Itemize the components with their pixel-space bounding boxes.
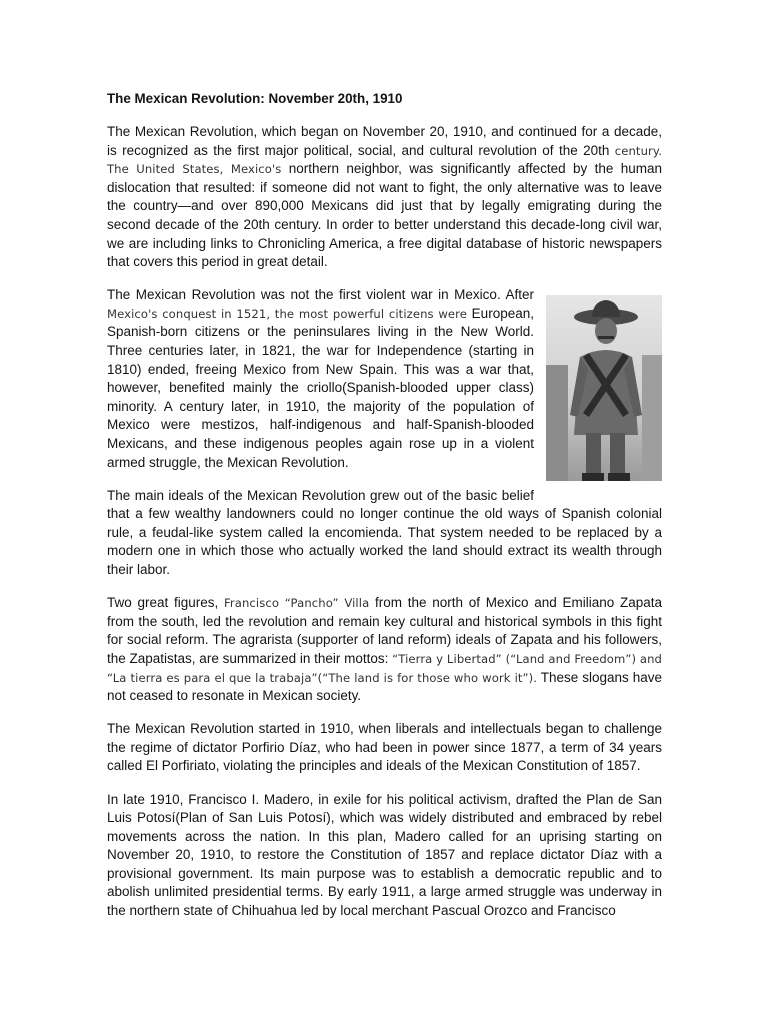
text-run: These slogans have not ceased to resonate in Mexican society.: [107, 669, 662, 704]
text-run: Mexico's conquest in 1521, the most powerful citizens were: [107, 306, 468, 321]
page-title: The Mexican Revolution: November 20th, 1910: [107, 91, 403, 106]
text-run: “Tierra y Libertad” (“Land and Freedom”) and “La tierra es para el que la trabaja”(“The land is for those who work it”).: [107, 651, 663, 685]
text-run: The Mexican Revolution was not the first violent war in Mexico. After: [107, 287, 534, 303]
text-run: northern neighbor, was significantly affected by the human dislocation that resulted: if someone did not want to fight, the only alternative was to leave the country—and over 890,000 Mexicans did just that by legally emigrating during the second decade of the 20th century. In order to better understand this decade-long civil war, we are including links to Chronicling America, a free digital database of historic newspapers that covers this period in great detail.: [107, 161, 662, 270]
paragraph-intro: [107, 123, 662, 272]
text-run: century. The United States, Mexico's: [107, 143, 662, 177]
text-run: The Mexican Revolution, which began on November 20, 1910, and continued for a decade, is recognized as the first major political, social, and cultural revolution of the 20th: [107, 124, 662, 158]
paragraph-ideals: The main ideals of the Mexican Revolution grew out of the basic belief that a few wealthy landowners could no longer continue the old ways of Spanish colonial rule, a feudal-like system called la encomienda. That system needed to be replaced by a modern one in which those who actually worked the land should extract its wealth through their labor.: [107, 487, 662, 578]
document-page: [107, 90, 662, 935]
text-run: Two great figures,: [107, 595, 224, 611]
paragraph-start: The Mexican Revolution started in 1910, when liberals and intellectuals began to challenge the regime of dictator Porfirio Díaz, who had been in power since 1877, a term of 34 years called El Porfiriato, violating the principles and ideals of the Mexican Constitution of 1857.: [107, 721, 662, 774]
paragraph-madero: In late 1910, Francisco I. Madero, in exile for his political activism, drafted the Plan de San Luis Potosí(Plan of San Luis Potosí), which was widely distributed and embraced by rebel movements across the nation. In this plan, Madero called for an uprising starting on November 20, 1910, to restore the Constitution of 1857 and replace dictator Díaz with a provisional government. Its main purpose was to establish a democratic republic and to abolish unlimited presidential terms. By early 1911, a large armed struggle was underway in the northern state of Chihuahua led by local merchant Pascual Orozco and Francisco: [107, 791, 662, 919]
pancho-villa-photo: [546, 295, 662, 481]
text-run: Francisco “Pancho” Villa: [223, 596, 370, 611]
paragraph-figures: [107, 594, 662, 706]
text-run: from the north of Mexico and Emiliano Zapata from the south, led the revolution and remain key cultural and historical symbols in this fight for social reform. The agrarista (supporter of land reform) ideals of Zapata and his followers, the Zapatistas, are summarized in their mottos:: [107, 595, 662, 666]
text-run: European, Spanish-born citizens or the peninsulares living in the New World. Three centuries later, in 1821, the war for Independence (starting in 1810) ended, freeing Mexico from New Spain. This was a war that, however, benefited mainly the criollo(Spanish-blooded upper class) minority. A century later, in 1910, the majority of the population of Mexico were mestizos, half-indigenous and half-Spanish-blooded Mexicans, and these indigenous peoples again rose up in a violent armed struggle, the Mexican Revolution.: [107, 305, 534, 470]
photo-image: [546, 295, 662, 481]
